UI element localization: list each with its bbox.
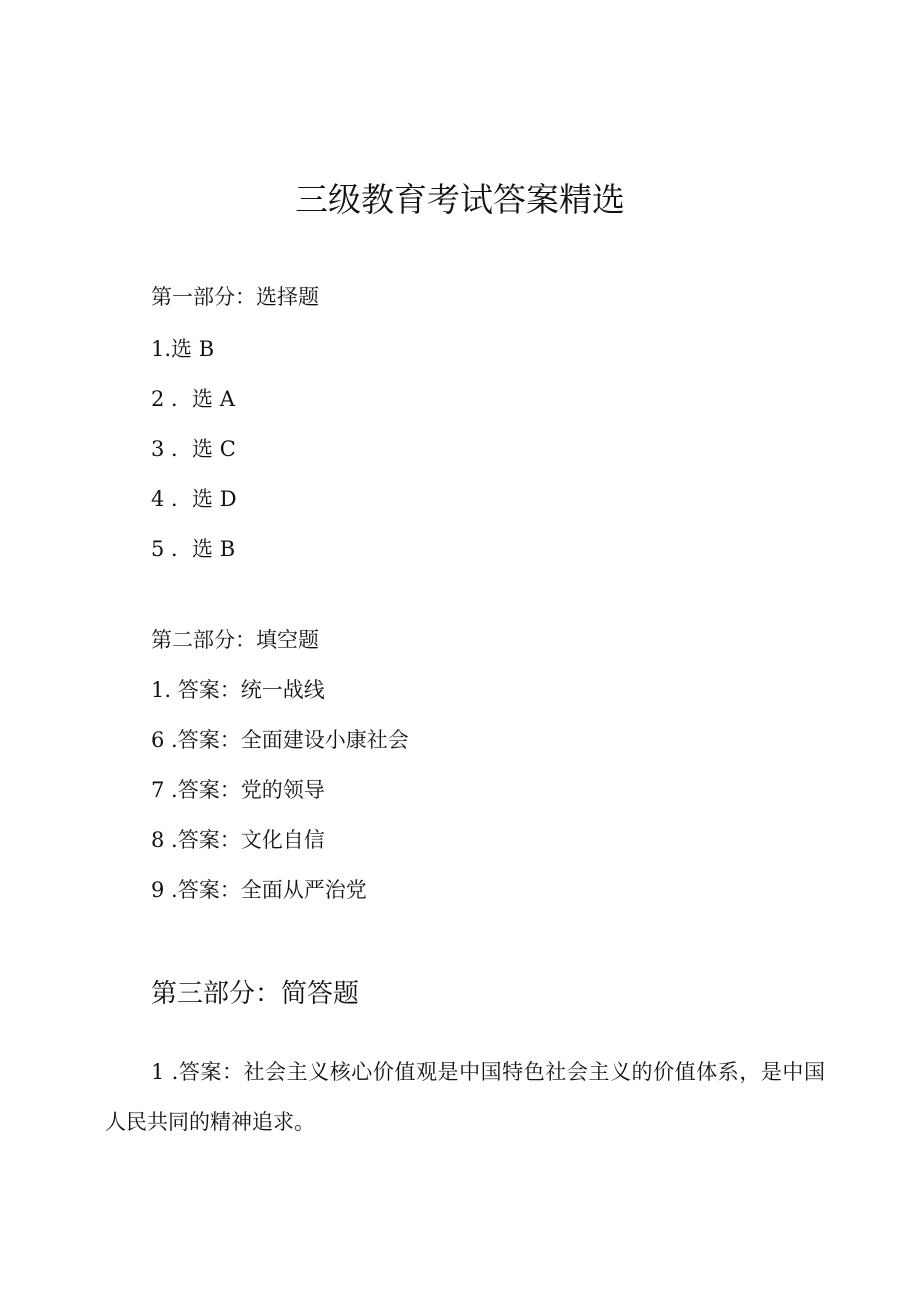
part3-answer-1: 1 .答案：社会主义核心价值观是中国特色社会主义的价值体系，是中国人民共同的精神追求。 (105, 1060, 825, 1134)
part1-item-1: 1.选 B (151, 337, 215, 361)
part1-heading: 第一部分：选择题 (151, 285, 319, 309)
document-title: 三级教育考试答案精选 (295, 180, 625, 219)
part1-item-3: 3 ．选 C (151, 437, 236, 461)
part2-item-4: 8 .答案：文化自信 (151, 828, 325, 852)
part2-heading: 第二部分：填空题 (151, 628, 319, 652)
part2-item-2: 6 .答案：全面建设小康社会 (151, 728, 409, 752)
part2-item-1: 1. 答案：统一战线 (151, 678, 325, 702)
part2-item-3: 7 .答案：党的领导 (151, 778, 325, 802)
part1-item-4: 4 ．选 D (151, 487, 237, 511)
part1-item-2: 2 ．选 A (151, 387, 235, 411)
part2-item-5: 9 .答案：全面从严治党 (151, 878, 367, 902)
part1-item-5: 5 ．选 B (151, 537, 236, 561)
part3-heading: 第三部分：简答题 (151, 979, 360, 1009)
